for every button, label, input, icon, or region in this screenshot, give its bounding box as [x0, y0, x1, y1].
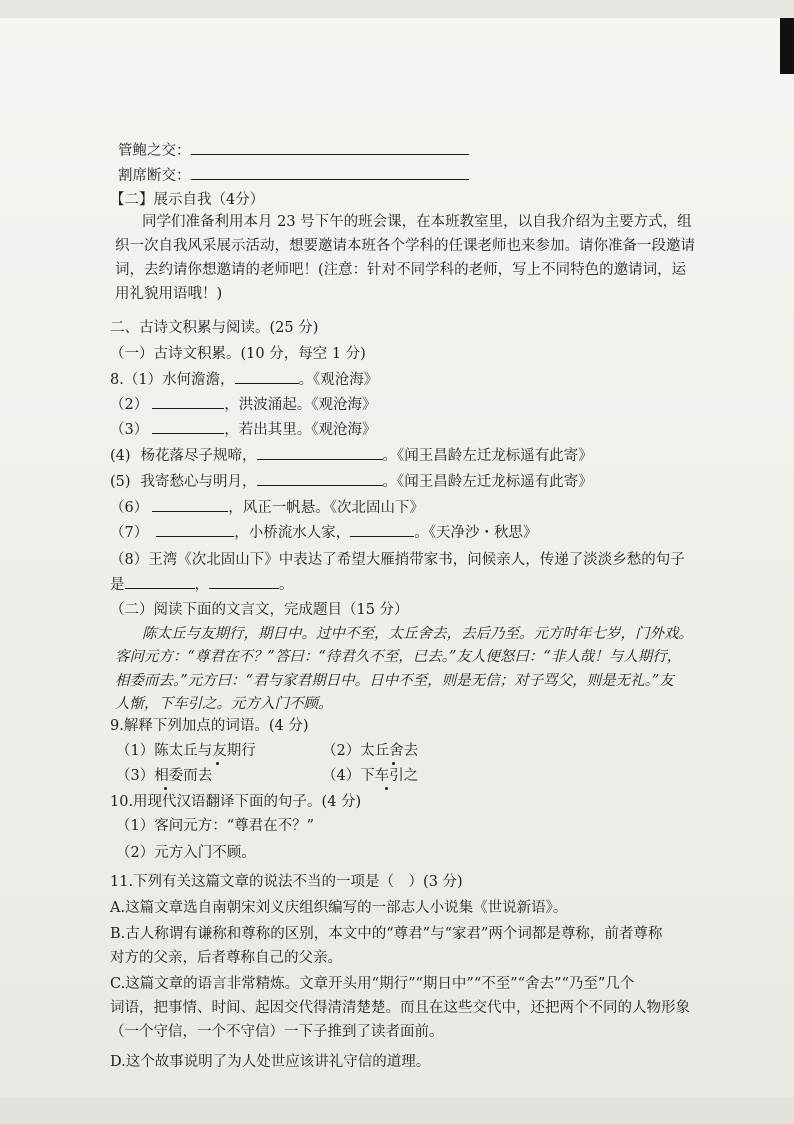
q8-item-8-line2 — [110, 575, 294, 595]
item-text: 。《闻王昌龄左迁龙标遥有此寄》 — [382, 474, 593, 490]
item-number: （3） — [116, 768, 155, 784]
classical-text-line: 陈太丘与友期行，期日中。过中不至，太丘舍去，去后乃至。元方时年七岁，门外戏。 — [142, 626, 693, 642]
q9-item-4 — [322, 766, 418, 786]
q11-option-c-line1: C.这篇文章的语言非常精炼。文章开头用“期行”“期日中”“不至”“舍去”“乃至”几个 — [110, 976, 635, 992]
idiom-line-1 — [118, 141, 469, 161]
q8-item-1 — [110, 370, 378, 390]
answer-blank[interactable] — [152, 420, 224, 434]
answer-blank[interactable] — [235, 370, 299, 384]
item-text: 杨花落尽子规啼， — [140, 448, 257, 464]
item-text: 。《观沧海》 — [298, 372, 379, 388]
item-number: (4) — [110, 448, 131, 464]
classical-text-line: 人惭，下车引之。元方入门不顾。 — [115, 696, 333, 712]
item-number: （7） — [110, 525, 149, 541]
item-number: （6） — [110, 500, 149, 516]
item-number: （3） — [110, 422, 149, 438]
item-text: 太丘舍去 — [360, 743, 419, 759]
q8-item-4 — [110, 446, 593, 466]
q10-title: 10.用现代汉语翻译下面的句子。(4 分) — [110, 794, 362, 810]
item-text: ，风正一帆悬。《次北固山下》 — [228, 500, 424, 516]
emphasis-dot — [392, 762, 395, 765]
idiom-line-2 — [118, 166, 469, 186]
answer-blank[interactable] — [257, 446, 383, 460]
paragraph-line: 织一次自我风采展示活动，想要邀请本班各个学科的任课老师也来参加。请你准备一段邀请 — [115, 238, 695, 254]
q8-item-7 — [110, 523, 537, 543]
item-text: 水何澹澹， — [162, 372, 235, 388]
section-title-show: 【二】展示自我（4分） — [110, 192, 265, 208]
q11-option-a: A.这篇文章选自南朝宋刘义庆组织编写的一部志人小说集《世说新语》。 — [110, 900, 568, 916]
paragraph-line: 用礼貌用语哦！) — [115, 286, 223, 302]
q8-item-8-line1: （8）王湾《次北固山下》中表达了希望大雁捎带家书，问候亲人，传递了淡淡乡愁的句子 — [110, 552, 685, 568]
answer-blank[interactable] — [350, 523, 414, 537]
q11-option-b-line1: B.古人称谓有谦称和尊称的区别，本文中的“尊君”与“家君”两个词都是尊称，前者尊称 — [110, 926, 663, 942]
emphasis-dot — [385, 787, 388, 790]
item-text: 是 — [110, 577, 125, 593]
answer-blank[interactable] — [191, 166, 469, 180]
part2-title: （二）阅读下面的文言文，完成题目（15 分） — [110, 602, 409, 618]
answer-blank[interactable] — [152, 498, 228, 512]
idiom-label: 管鲍之交： — [118, 143, 191, 159]
q8-item-5 — [110, 472, 593, 492]
idiom-label: 割席断交： — [118, 168, 191, 184]
item-number: （1） — [116, 743, 155, 759]
q8-item-6 — [110, 498, 424, 518]
item-number: （4） — [322, 768, 361, 784]
item-text: 下车引之 — [360, 768, 419, 784]
answer-blank[interactable] — [209, 575, 279, 589]
q10-item-1: （1）客问元方：“尊君在不？” — [116, 818, 315, 834]
item-text: 。《天净沙・秋思》 — [414, 525, 538, 541]
answer-blank[interactable] — [125, 575, 195, 589]
answer-blank[interactable] — [191, 141, 469, 155]
section-title-two: 二、古诗文积累与阅读。(25 分) — [110, 320, 319, 336]
item-number: （2） — [110, 397, 149, 413]
item-text: 。 — [279, 577, 294, 593]
q11-option-c-line2: 词语，把事情、时间、起因交代得清清楚楚。而且在这些交代中，还把两个不同的人物形象 — [110, 1000, 690, 1016]
q8-item-2 — [110, 395, 376, 415]
q9-item-3 — [116, 766, 212, 786]
item-text: ， — [194, 577, 209, 593]
q9-item-2 — [322, 741, 418, 761]
q8-item-3 — [110, 420, 376, 440]
q10-item-2: （2）元方入门不顾。 — [116, 845, 256, 861]
emphasis-dot — [216, 762, 219, 765]
item-number: 8.（1） — [110, 372, 163, 388]
emphasis-dot — [164, 787, 167, 790]
item-text: 。《闻王昌龄左迁龙标遥有此寄》 — [382, 448, 593, 464]
item-number: (5) — [110, 474, 131, 490]
item-text: 我寄愁心与明月， — [140, 474, 257, 490]
answer-blank[interactable] — [152, 395, 224, 409]
classical-text-line: 客问元方：“尊君在不？”答曰：“待君久不至，已去。”友人便怒曰：“非人哉！与人期行， — [115, 649, 682, 665]
answer-blank[interactable] — [257, 472, 383, 486]
q11-option-c-line3: （一个守信，一个不守信）一下子推到了读者面前。 — [110, 1024, 444, 1040]
paragraph-line: 同学们准备利用本月 23 号下午的班会课，在本班教室里，以自我介绍为主要方式，组 — [142, 214, 692, 230]
item-text: ，小桥流水人家， — [234, 525, 351, 541]
classical-text-line: 相委而去。”元方曰：“君与家君期日中。日中不至，则是无信；对子骂父，则是无礼。”友 — [115, 673, 674, 689]
item-text: ，洪波涌起。《观沧海》 — [224, 397, 377, 413]
item-number: （2） — [322, 743, 361, 759]
q11-option-d: D.这个故事说明了为人处世应该讲礼守信的道理。 — [110, 1054, 431, 1070]
item-text: 陈太丘与友期行 — [154, 743, 256, 759]
paragraph-line: 词，去约请你想邀请的老师吧！(注意：针对不同学科的老师，写上不同特色的邀请词，运 — [115, 262, 687, 278]
part1-title: （一）古诗文积累。(10 分，每空 1 分) — [110, 346, 366, 362]
q11-title: 11.下列有关这篇文章的说法不当的一项是（ ）(3 分) — [110, 874, 463, 890]
q9-title: 9.解释下列加点的词语。(4 分) — [110, 718, 309, 734]
q11-option-b-line2: 对方的父亲，后者尊称自己的父亲。 — [110, 950, 342, 966]
item-text: ，若出其里。《观沧海》 — [224, 422, 377, 438]
q9-item-1 — [116, 741, 256, 761]
item-text: 相委而去 — [154, 768, 213, 784]
answer-blank[interactable] — [156, 523, 234, 537]
